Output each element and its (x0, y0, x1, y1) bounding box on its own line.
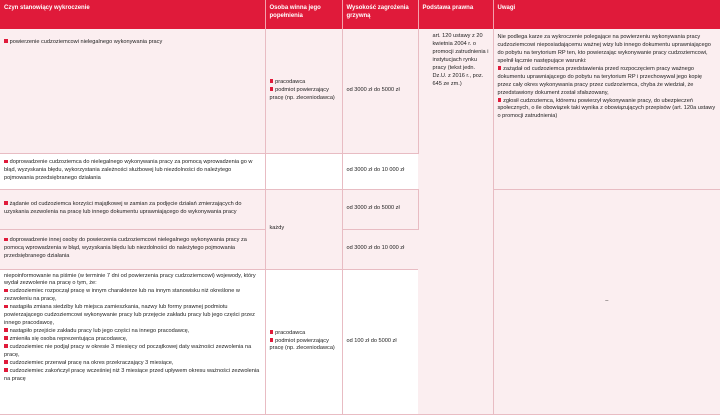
offense-text: doprowadzenie innej osoby do powierzenia cudzoziemcowi nielegalnego wykonywania pracy za pomocą wprowadzenia w błąd, wyzyskania błędu lub niezdolności do należytego pojmowania przedsiębranego działania (4, 237, 247, 259)
bullet-icon (4, 305, 8, 309)
offense-item: nastąpiła zmiana siedziby lub miejsca zamieszkania, nazwy lub formy prawnej podmiotu powierzającego cudzoziemcowi wykonywanie pracy lub przejęcie zakładu pracy lub jego części przez innego pracodawcę, (4, 304, 255, 327)
bullet-icon (270, 338, 274, 342)
offense-cell (0, 269, 265, 414)
offense-item: cudzoziemiec przerwał pracę na okres przekraczający 3 miesiące, (9, 359, 174, 366)
bullet-icon (4, 160, 8, 164)
header-fine: Wysokość zagrożenia grzywną (342, 0, 418, 29)
fine-cell: od 3000 zł do 5000 zł (342, 29, 418, 153)
header-legal-basis: Podstawa prawna (418, 0, 493, 29)
person-cell: każdy (265, 189, 342, 269)
person-text: pracodawca (275, 329, 306, 336)
header-offense: Czyn stanowiący wykroczenie (0, 0, 265, 29)
bullet-icon (270, 79, 274, 83)
offense-cell (0, 189, 265, 229)
person-text: podmiot powierzający pracę (np. zleceniodawca) (269, 337, 335, 352)
offense-item: cudzoziemiec rozpoczął pracę w innym charakterze lub na innym stanowisku niż określone w zezwoleniu na pracę, (4, 288, 240, 303)
bullet-icon (4, 39, 8, 43)
header-person: Osoba winna jego popełnienia (265, 0, 342, 29)
offense-text: doprowadzenie cudzoziemca do nielegalnego wykonywania pracy za pomocą wprowadzenia go w błąd, wyzyskania błędu, wykorzystania zależności służbowej lub niezdolności do należytego pojmowania przedsiębranego działania (4, 159, 253, 181)
remarks-intro: Nie podlega karze za wykroczenie polegające na powierzeniu wykonywania pracy cudzoziemcowi nieposiadającemu ważnej wizy lub innego dokumentu uprawniającego do pobytu na terytorium RP ten, kto powierzając wykonywanie pracy cudzoziemcowi, spełnił łącznie następujące warunki: (497, 34, 711, 64)
offense-text: powierzenie cudzoziemcowi nielegalnego wykonywania pracy (9, 39, 163, 45)
offense-intro: niepoinformowanie na piśmie (w terminie 7 dni od powierzenia pracy cudzoziemcowi) wojewody, który wydał zezwolenie na pracę o tym, że: (4, 272, 256, 287)
person-cell (265, 29, 342, 153)
bullet-icon (4, 328, 8, 332)
person-text: pracodawca (275, 78, 306, 85)
offense-cell (0, 229, 265, 269)
bullet-icon (4, 336, 8, 340)
offense-item: cudzoziemiec zakończył pracę wcześniej niż 3 miesiące przed upływem okresu ważności zezwolenia na pracę (4, 367, 260, 382)
fine-cell: od 3000 zł do 10 000 zł (342, 153, 418, 189)
fine-cell: od 3000 zł do 10 000 zł (342, 229, 418, 269)
bullet-icon (4, 201, 8, 205)
remarks-cell (493, 29, 720, 189)
offense-item: cudzoziemiec nie podjął pracy w okresie 3 miesięcy od początkowej daty ważności zezwolenia na pracę, (4, 343, 252, 358)
header-remarks: Uwagi (493, 0, 720, 29)
bullet-icon (4, 238, 8, 242)
fine-cell: od 100 zł do 5000 zł (342, 269, 418, 414)
bullet-icon (4, 368, 8, 372)
offense-cell (0, 29, 265, 153)
table-row (0, 29, 720, 153)
bullet-icon (270, 330, 274, 334)
bullet-icon (270, 87, 274, 91)
remarks-item: zażądał od cudzoziemca przedstawienia przed rozpoczęciem pracy ważnego dokumentu uprawniającego do pobytu na terytorium RP i przechowywał jego kopię przez cały okres wykonywania pracy przez cudzoziemca, chyba że wiedział, że przedstawiony dokument został sfałszowany, (497, 65, 702, 96)
remarks-item: zgłosił cudzoziemca, któremu powierzył wykonywanie pracy, do ubezpieczeń społecznych, o ile obowiązek taki wynika z obowiązujących przepisów (art. 120a ustawy o promocji zatrudnienia) (497, 97, 716, 120)
bullet-icon (4, 360, 8, 364)
table-header-row (0, 0, 720, 29)
table-row (0, 189, 720, 229)
legal-basis-text: art. 120 ustawy z 20 kwietnia 2004 r. o promocji zatrudnienia i instytucjach rynku pracy (tekst jedn. Dz.U. z 2016 r., poz. 645 ze zm.) (432, 33, 489, 87)
remarks-dash-cell (493, 189, 720, 414)
offense-item: nastąpiło przejście zakładu pracy lub jego części na innego pracodawcę, (9, 328, 190, 335)
bullet-icon (498, 98, 502, 102)
bullet-icon (4, 344, 8, 348)
offense-text: żądanie od cudzoziemca korzyści majątkowej w zamian za podjęcie działań zmierzających do uzyskania zezwolenia na pracę lub innego dokumentu uprawniającego do wykonywania pracy (4, 201, 242, 215)
bullet-icon (498, 66, 502, 70)
offense-item: zmieniła się osoba reprezentująca pracodawcę, (9, 336, 128, 342)
offense-cell (0, 153, 265, 189)
person-cell (265, 269, 342, 414)
bullet-icon (4, 289, 8, 293)
person-cell (265, 153, 342, 189)
person-text: podmiot powierzający pracę (np. zleceniodawca) (269, 86, 335, 101)
legal-basis-cell (418, 29, 493, 414)
fine-cell: od 3000 zł do 5000 zł (342, 189, 418, 229)
remarks-dash: – (605, 297, 609, 304)
